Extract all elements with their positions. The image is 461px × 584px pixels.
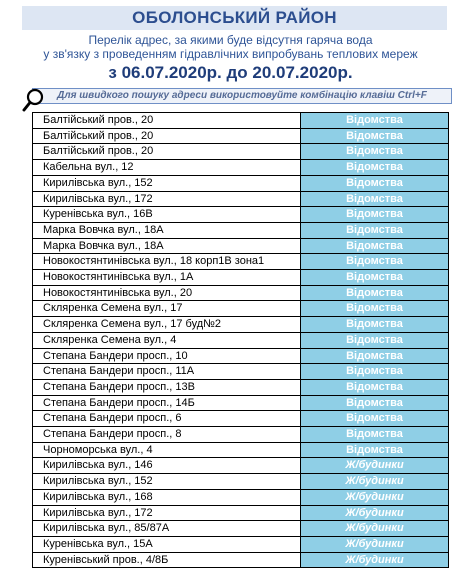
status-cell: Відомства [301,396,448,411]
date-range: з 06.07.2020р. до 20.07.2020р. [108,63,353,82]
address-cell: Новокостянтинівська вул., 18 корп1В зона1 [33,254,301,269]
table-row [32,192,449,208]
address-cell: Кабельна вул., 12 [33,160,301,175]
address-cell: Куренівська вул., 16В [33,207,301,222]
table-row [32,537,449,553]
address-cell: Куренівський пров., 4/8Б [33,553,301,568]
table-row [32,349,449,365]
subtitle-line-1: Перелік адрес, за якими буде відсутня гаряча вода [88,33,373,47]
address-cell: Кирилівська вул., 152 [33,474,301,489]
status-cell: Відомства [301,427,448,442]
table-row [32,207,449,223]
address-cell: Степана Бандери просп., 8 [33,427,301,442]
table-row [32,380,449,396]
address-cell: Новокостянтинівська вул., 20 [33,286,301,301]
search-hint-bar [32,88,452,104]
address-cell: Кирилівська вул., 172 [33,506,301,521]
table-row [32,270,449,286]
table-row [32,521,449,537]
address-cell: Балтійський пров., 20 [33,129,301,144]
status-cell: Відомства [301,349,448,364]
address-cell: Чорноморська вул., 4 [33,443,301,458]
status-cell: Відомства [301,113,448,128]
table-row [32,286,449,302]
table-row [32,239,449,255]
status-cell: Ж/будинки [301,490,448,505]
status-cell: Ж/будинки [301,474,448,489]
table-row [32,144,449,160]
table-row [32,160,449,176]
table-row [32,301,449,317]
address-cell: Новокостянтинівська вул., 1А [33,270,301,285]
status-cell: Відомства [301,144,448,159]
status-cell: Ж/будинки [301,521,448,536]
table-row [32,254,449,270]
table-row [32,176,449,192]
status-cell: Відомства [301,301,448,316]
status-cell: Відомства [301,239,448,254]
status-cell: Відомства [301,286,448,301]
address-cell: Степана Бандери просп., 10 [33,349,301,364]
status-cell: Відомства [301,443,448,458]
address-cell: Балтійський пров., 20 [33,113,301,128]
search-hint-text: Для швидкого пошуку адреси використовуйте комбінацію клавіш Ctrl+F [57,90,427,101]
status-cell: Відомства [301,176,448,191]
table-row [32,490,449,506]
table-row [32,333,449,349]
status-cell: Відомства [301,317,448,332]
address-cell: Марка Вовчка вул., 18А [33,239,301,254]
address-cell: Балтійський пров., 20 [33,144,301,159]
table-row [32,317,449,333]
address-cell: Кирилівська вул., 152 [33,176,301,191]
status-cell: Відомства [301,364,448,379]
status-cell: Ж/будинки [301,553,448,568]
address-cell: Кирилівська вул., 172 [33,192,301,207]
subtitle-line-2: у зв'язку з проведенням гідравлічних випробувань теплових мереж [43,47,418,61]
address-cell: Степана Бандери просп., 13В [33,380,301,395]
address-cell: Кирилівська вул., 168 [33,490,301,505]
status-cell: Відомства [301,207,448,222]
status-cell: Відомства [301,254,448,269]
address-table [32,112,449,568]
address-cell: Кирилівська вул., 146 [33,458,301,473]
table-row [32,396,449,412]
status-cell: Відомства [301,380,448,395]
table-row [32,223,449,239]
address-cell: Куренівська вул., 15А [33,537,301,552]
status-cell: Ж/будинки [301,537,448,552]
address-cell: Кирилівська вул., 85/87А [33,521,301,536]
status-cell: Відомства [301,192,448,207]
status-cell: Відомства [301,411,448,426]
magnifier-icon [22,88,46,114]
address-cell: Степана Бандери просп., 11А [33,364,301,379]
address-cell: Скляренка Семена вул., 17 [33,301,301,316]
status-cell: Відомства [301,160,448,175]
table-row [32,427,449,443]
table-row [32,129,449,145]
address-cell: Степана Бандери просп., 6 [33,411,301,426]
status-cell: Відомства [301,129,448,144]
page-title: ОБОЛОНСЬКИЙ РАЙОН [132,8,337,27]
status-cell: Ж/будинки [301,506,448,521]
table-row [32,113,449,129]
address-cell: Скляренка Семена вул., 17 буд№2 [33,317,301,332]
table-row [32,411,449,427]
table-row [32,364,449,380]
status-cell: Відомства [301,223,448,238]
status-cell: Відомства [301,270,448,285]
status-cell: Ж/будинки [301,458,448,473]
table-row [32,458,449,474]
address-cell: Скляренка Семена вул., 4 [33,333,301,348]
table-row [32,506,449,522]
table-row [32,474,449,490]
address-cell: Марка Вовчка вул., 18А [33,223,301,238]
status-cell: Відомства [301,333,448,348]
table-row [32,443,449,459]
address-cell: Степана Бандери просп., 14Б [33,396,301,411]
table-row [32,553,449,569]
